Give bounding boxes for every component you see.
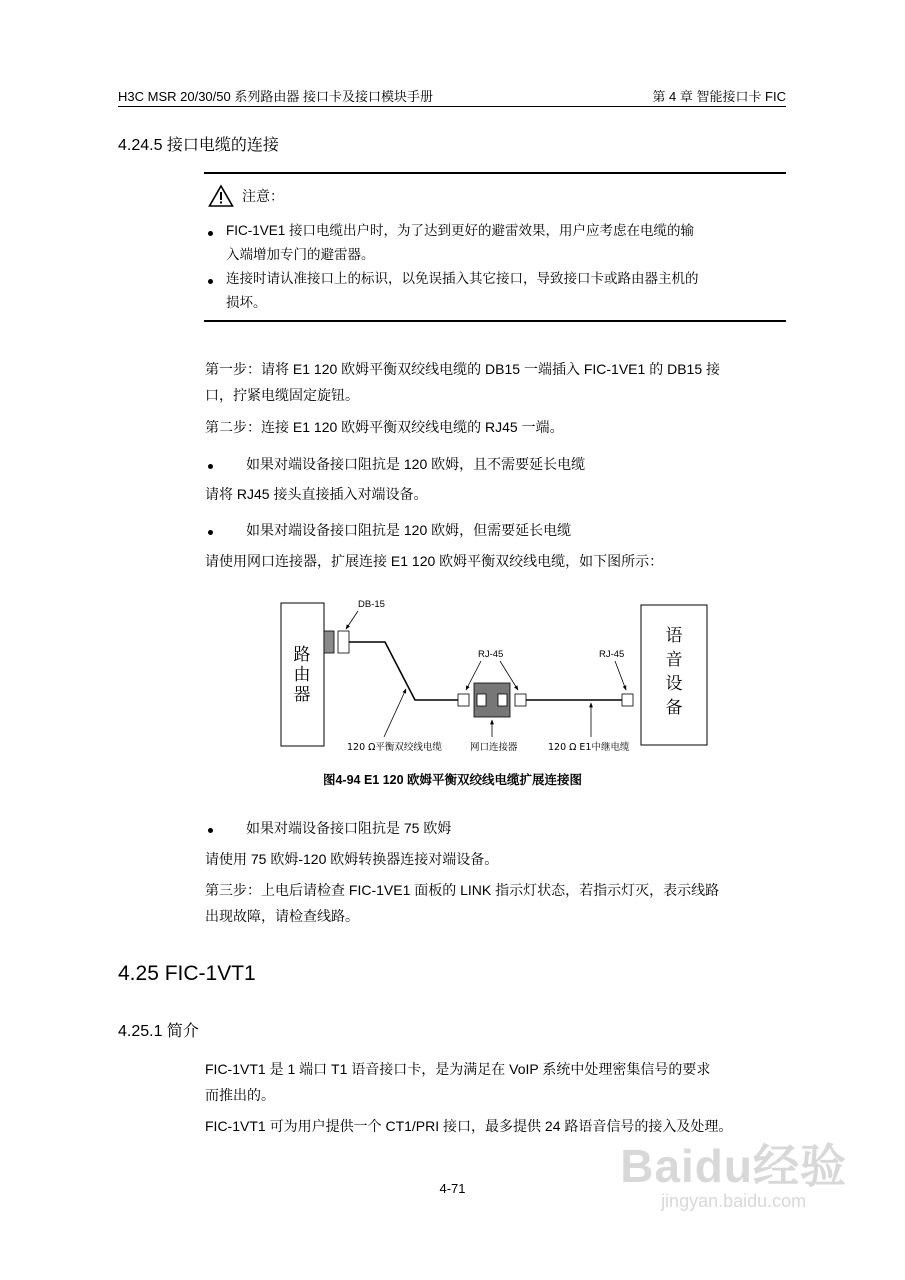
section-heading-4-25-1: 4.25.1 简介 [118,1023,199,1040]
rj45-plug [458,694,469,706]
bullet-dot [208,231,213,236]
bullet-dot [208,828,213,833]
bullet-120-no-extend: 如果对端设备接口阻抗是 120 欧姆，且不需要延长电缆 [246,456,586,472]
bullet-120-extend: 如果对端设备接口阻抗是 120 欧姆，但需要延长电缆 [246,522,572,538]
balanced-cable [349,642,458,700]
router-char: 由 [293,665,311,685]
rj45-right-label: RJ-45 [599,649,625,660]
page-number: 4-71 [439,1181,466,1196]
bullet-75: 如果对端设备接口阻抗是 75 欧姆 [246,820,452,836]
voice-char: 设 [665,674,683,694]
warning-icon [208,184,234,208]
section-heading-4-25: 4.25 FIC-1VT1 [118,962,256,985]
voice-char: 备 [665,698,683,718]
bullet-120-extend-text: 请使用网口连接器，扩展连接 E1 120 欧姆平衡双绞线电缆，如下图所示： [205,553,664,569]
network-connector-label: 网口连接器 [470,742,518,753]
note-bottom-rule [204,320,786,322]
trunk-cable-label: 120 Ω E1中继电缆 [548,742,630,753]
step2-paragraph: 第二步：连接 E1 120 欧姆平衡双绞线电缆的 RJ45 一端。 [205,419,564,435]
db15-port [324,631,334,653]
bullet-75-text: 请使用 75 欧姆-120 欧姆转换器连接对端设备。 [205,851,499,867]
bullet-dot [208,530,213,535]
rj45-mid-label: RJ-45 [478,649,504,660]
connection-diagram [280,597,710,757]
rj45-plug [622,694,633,706]
note-item-1: FIC-1VE1 接口电缆出户时，为了达到更好的避雷效果，用户应考虑在电缆的输 入端增加专门的避雷器。 [226,223,695,262]
bullet-dot [208,279,213,284]
intro-paragraph-2: FIC-1VT1 可为用户提供一个 CT1/PRI 接口，最多提供 24 路语音信号的接入及处理。 [205,1118,733,1134]
balanced-cable-label: 120 Ω平衡双绞线电缆 [347,742,442,753]
voice-char: 音 [665,650,683,670]
step3-paragraph: 第三步：上电后请检查 FIC-1VE1 面板的 LINK 指示灯状态，若指示灯灭，表示线路 出现故障，请检查线路。 [205,882,720,924]
note-top-rule [204,172,786,174]
baidu-watermark [620,1142,847,1212]
note-title: 注意： [242,188,284,204]
header-left: H3C MSR 20/30/50 系列路由器 接口卡及接口模块手册 [118,89,433,104]
rj45-plug [515,694,526,706]
header-divider [118,106,786,107]
watermark-url: jingyan.baidu.com [661,1191,807,1211]
voice-char: 语 [665,626,683,646]
step1-paragraph: 第一步：请将 E1 120 欧姆平衡双绞线电缆的 DB15 一端插入 FIC-1VE1 的 DB15 接 口，拧紧电缆固定旋钮。 [205,361,720,403]
figure-caption: 图4-94 E1 120 欧姆平衡双绞线电缆扩展连接图 [322,773,583,787]
router-char: 路 [293,645,311,665]
bullet-dot [208,464,213,469]
note-heading [208,184,284,208]
watermark-brand: Baidu经验 [620,1140,847,1192]
header-right: 第 4 章 智能接口卡 FIC [652,89,786,104]
bullet-120-no-extend-text: 请将 RJ45 接头直接插入对端设备。 [205,486,428,502]
router-char: 器 [293,685,311,705]
note-item-2: 连接时请认准接口上的标识，以免误插入其它接口，导致接口卡或路由器主机的 损坏。 [226,271,699,310]
intro-paragraph-1: FIC-1VT1 是 1 端口 T1 语音接口卡，是为满足在 VoIP 系统中处理密集信号的要求 而推出的。 [205,1061,711,1103]
db15-label: DB-15 [358,599,385,610]
db15-plug [338,631,349,653]
section-heading-4-24-5: 4.24.5 接口电缆的连接 [118,137,279,154]
